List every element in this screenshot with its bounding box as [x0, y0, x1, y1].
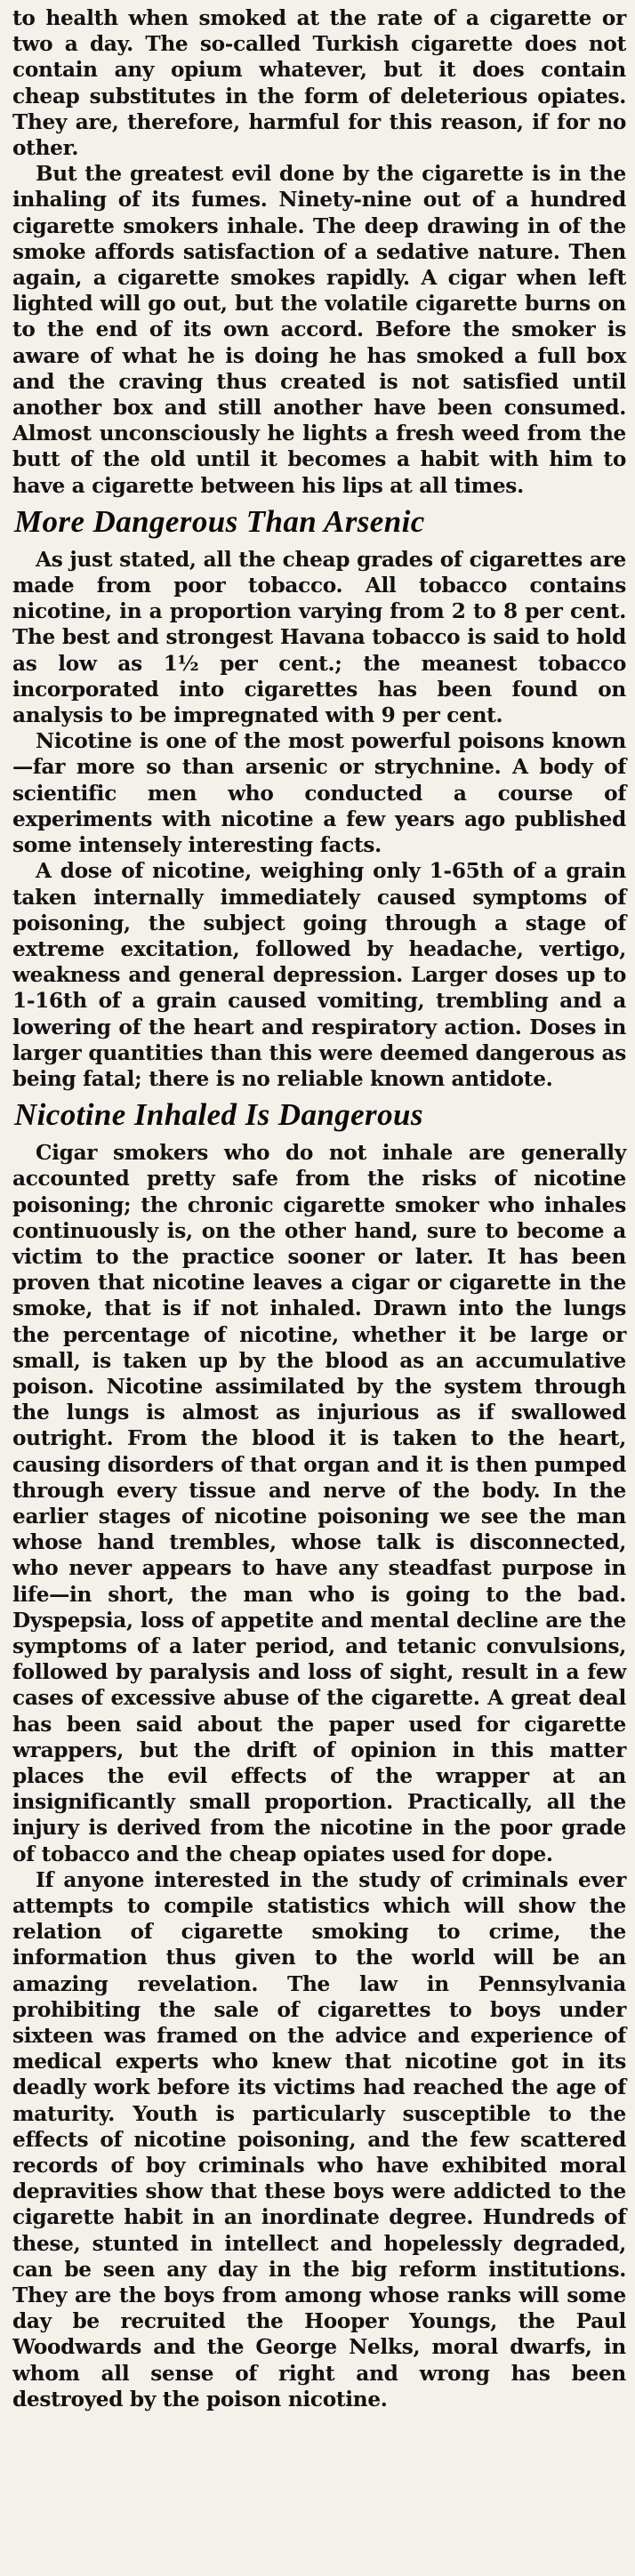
- article-paragraph: A dose of nicotine, weighing only 1-65th of a grain taken internally immediately caused symptoms of poisoning, the subject going through a stage of extreme excitation, followed by headache, vertigo, weakness and general depression. Larger doses up to 1-16th of a grain caused vomiting, trembling and a lowering of the heart and respiratory action. Doses in larger quantities than this were deemed dangerous as being fatal; there is no reliable known antidote.: [12, 859, 626, 1091]
- article-paragraph: As just stated, all the cheap grades of cigarettes are made from poor tobacco. All tobacco contains nicotine, in a proportion varying from 2 to 8 per cent. The best and strongest Havana tobacco is said to hold as low as 1½ per cent.; the meanest tobacco incorporated into cigarettes has been found on analysis to be impregnated with 9 per cent.: [12, 547, 626, 728]
- article-paragraph: But the greatest evil done by the cigarette is in the inhaling of its fumes. Ninety-nine out of a hundred cigarette smokers inhale. The deep drawing in of the smoke affords satisfaction of a sedative nature. Then again, a cigarette smokes rapidly. A cigar when left lighted will go out, but the volatile cigarette burns on to the end of its own accord. Before the smoker is aware of what he is doing he has smoked a full box and the craving thus created is not satisfied until another box and still another have been consumed. Almost unconsciously he lights a fresh weed from the butt of the old until it becomes a habit with him to have a cigarette between his lips at all times.: [12, 162, 626, 498]
- article-paragraph: to health when smoked at the rate of a cigarette or two a day. The so-called Turkish cigarette does not contain any opium whatever, but it does contain cheap substitutes in the form of deleterious opiates. They are, therefore, harmful for this reason, if for no other.: [12, 6, 626, 161]
- section-heading: Nicotine Inhaled Is Dangerous: [14, 1097, 423, 1133]
- article-paragraph: If anyone interested in the study of criminals ever attempts to compile statistics which will show the relation of cigarette smoking to crime, the information thus given to the world will be an amazing revelation. The law in Pennsylvania prohibiting the sale of cigarettes to boys under sixteen was framed on the advice and experience of medical experts who knew that nicotine got in its deadly work before its victims had reached the age of maturity. Youth is particularly susceptible to the effects of nicotine poisoning, and the few scattered records of boy criminals who have exhibited moral depravities show that these boys were addicted to the cigarette habit in an inordinate degree. Hundreds of these, stunted in intellect and hopelessly degraded, can be seen any day in the big reform institutions. They are the boys from among whose ranks will some day be recruited the Hooper Youngs, the Paul Woodwards and the George Nelks, moral dwarfs, in whom all sense of right and wrong has been destroyed by the poison nicotine.: [12, 1867, 626, 2411]
- section-heading: More Dangerous Than Arsenic: [14, 503, 425, 539]
- article-column: [12, 5, 626, 2412]
- article-paragraph: Cigar smokers who do not inhale are generally accounted pretty safe from the risks of nicotine poisoning; the chronic cigarette smoker who inhales continuously is, on the other hand, sure to become a victim to the practice sooner or later. It has been proven that nicotine leaves a cigar or cigarette in the smoke, that is if not inhaled. Drawn into the lungs the percentage of nicotine, whether it be large or small, is taken up by the blood as an accumulative poison. Nicotine assimilated by the system through the lungs is almost as injurious as if swallowed outright. From the blood it is taken to the heart, causing disorders of that organ and it is then pumped through every tissue and nerve of the body. In the earlier stages of nicotine poisoning we see the man whose hand trembles, whose talk is disconnected, who never appears to have any steadfast purpose in life—in short, the man who is going to the bad. Dyspepsia, loss of appetite and mental decline are the symptoms of a later period, and tetanic convulsions, followed by paralysis and loss of sight, result in a few cases of excessive abuse of the cigarette. A great deal has been said about the paper used for cigarette wrappers, but the drift of opinion in this matter places the evil effects of the wrapper at an insignificantly small proportion. Practically, all the injury is derived from the nicotine in the poor grade of tobacco and the cheap opiates used for dope.: [12, 1141, 626, 1866]
- article-paragraph: Nicotine is one of the most powerful poisons known—far more so than arsenic or strychnine. A body of scientific men who conducted a course of experiments with nicotine a few years ago published some intensely interesting facts.: [12, 729, 626, 858]
